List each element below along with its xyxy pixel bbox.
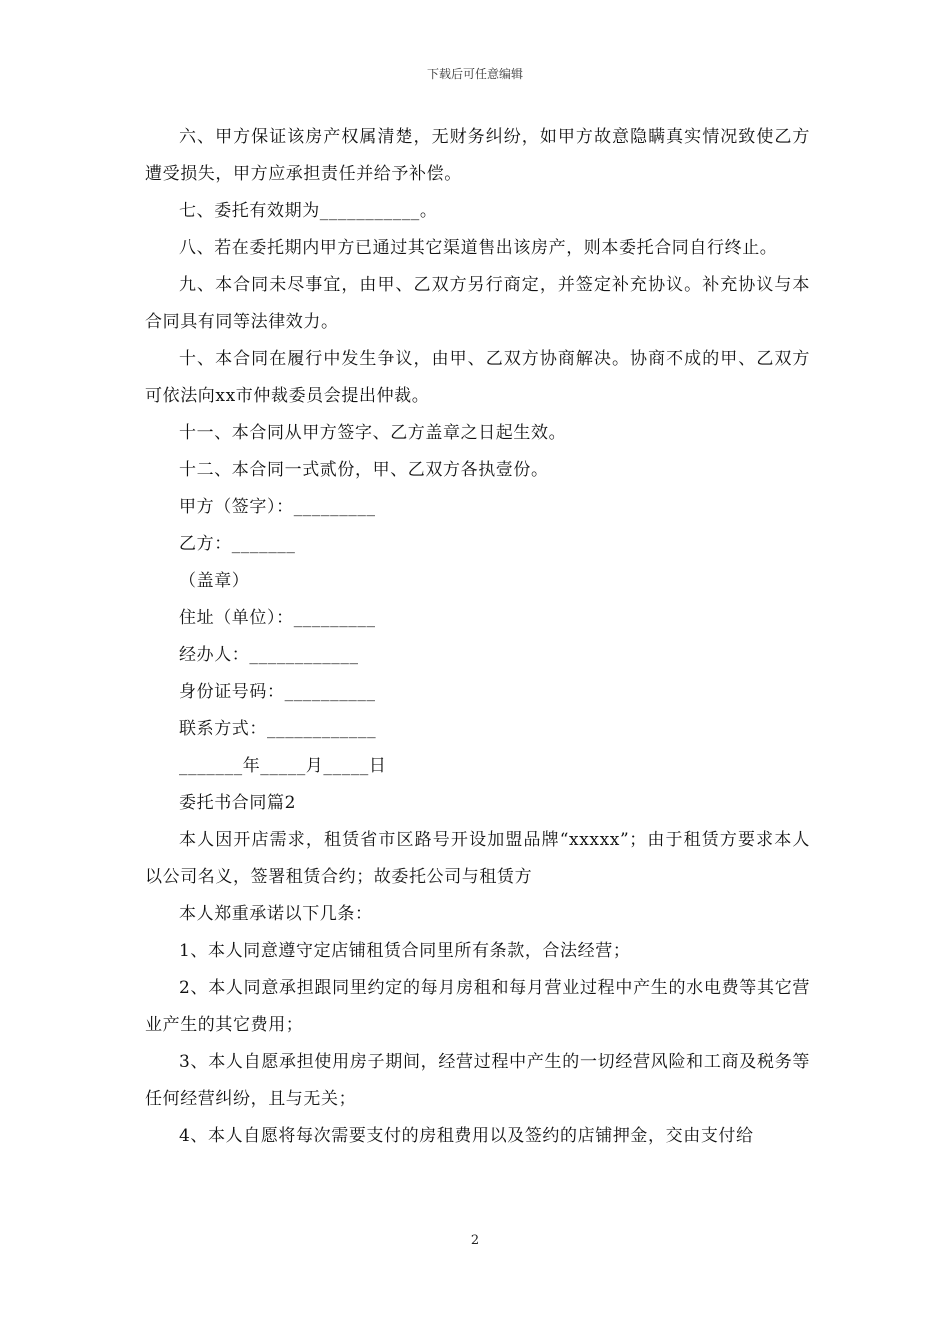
commitment-2: 2、本人同意承担跟同里约定的每月房租和每月营业过程中产生的水电费等其它营业产生的其它费用； <box>145 978 810 1035</box>
clause-12: 十二、本合同一式贰份，甲、乙双方各执壹份。 <box>179 460 549 480</box>
id-number-line: 身份证号码：__________ <box>179 682 376 702</box>
page-number: 2 <box>470 1233 480 1248</box>
party-a-signature-line: 甲方（签字）：_________ <box>179 497 376 517</box>
commitment-4: 4、本人自愿将每次需要支付的房租费用以及签约的店铺押金，交由支付给 <box>179 1126 754 1146</box>
clause-11: 十一、本合同从甲方签字、乙方盖章之日起生效。 <box>179 423 567 443</box>
contact-line: 联系方式：____________ <box>179 719 377 739</box>
clause-10: 十、本合同在履行中发生争议，由甲、乙双方协商解决。协商不成的甲、乙双方可依法向xx市仲裁委员会提出仲裁。 <box>145 349 810 406</box>
document-body <box>145 119 810 1155</box>
clause-9: 九、本合同未尽事宜，由甲、乙双方另行商定，并签定补充协议。补充协议与本合同具有同等法律效力。 <box>145 275 810 332</box>
clause-8: 八、若在委托期内甲方已通过其它渠道售出该房产，则本委托合同自行终止。 <box>179 238 778 258</box>
handler-line: 经办人：____________ <box>179 645 359 665</box>
party-b-line: 乙方：_______ <box>179 534 296 554</box>
commitment-1: 1、本人同意遵守定店铺租赁合同里所有条款，合法经营； <box>179 941 631 961</box>
commitment-heading: 本人郑重承诺以下几条： <box>179 904 373 924</box>
clause-7: 七、委托有效期为___________。 <box>179 201 438 221</box>
clause-6: 六、甲方保证该房产权属清楚，无财务纠纷，如甲方故意隐瞒真实情况致使乙方遭受损失，甲方应承担责任并给予补偿。 <box>145 127 810 184</box>
page-header-note: 下载后可任意编辑 <box>426 67 523 81</box>
address-line: 住址（单位）：_________ <box>179 608 376 628</box>
date-line: _______年_____月_____日 <box>179 756 387 776</box>
intro-paragraph: 本人因开店需求，租赁省市区路号开设加盟品牌“xxxxx”；由于租赁方要求本人以公司名义，签署租赁合约；故委托公司与租赁方 <box>145 830 810 887</box>
seal-line: （盖章） <box>179 571 250 591</box>
commitment-3: 3、本人自愿承担使用房子期间，经营过程中产生的一切经营风险和工商及税务等任何经营纠纷，且与无关； <box>145 1052 810 1109</box>
section-title: 委托书合同篇2 <box>179 793 297 813</box>
